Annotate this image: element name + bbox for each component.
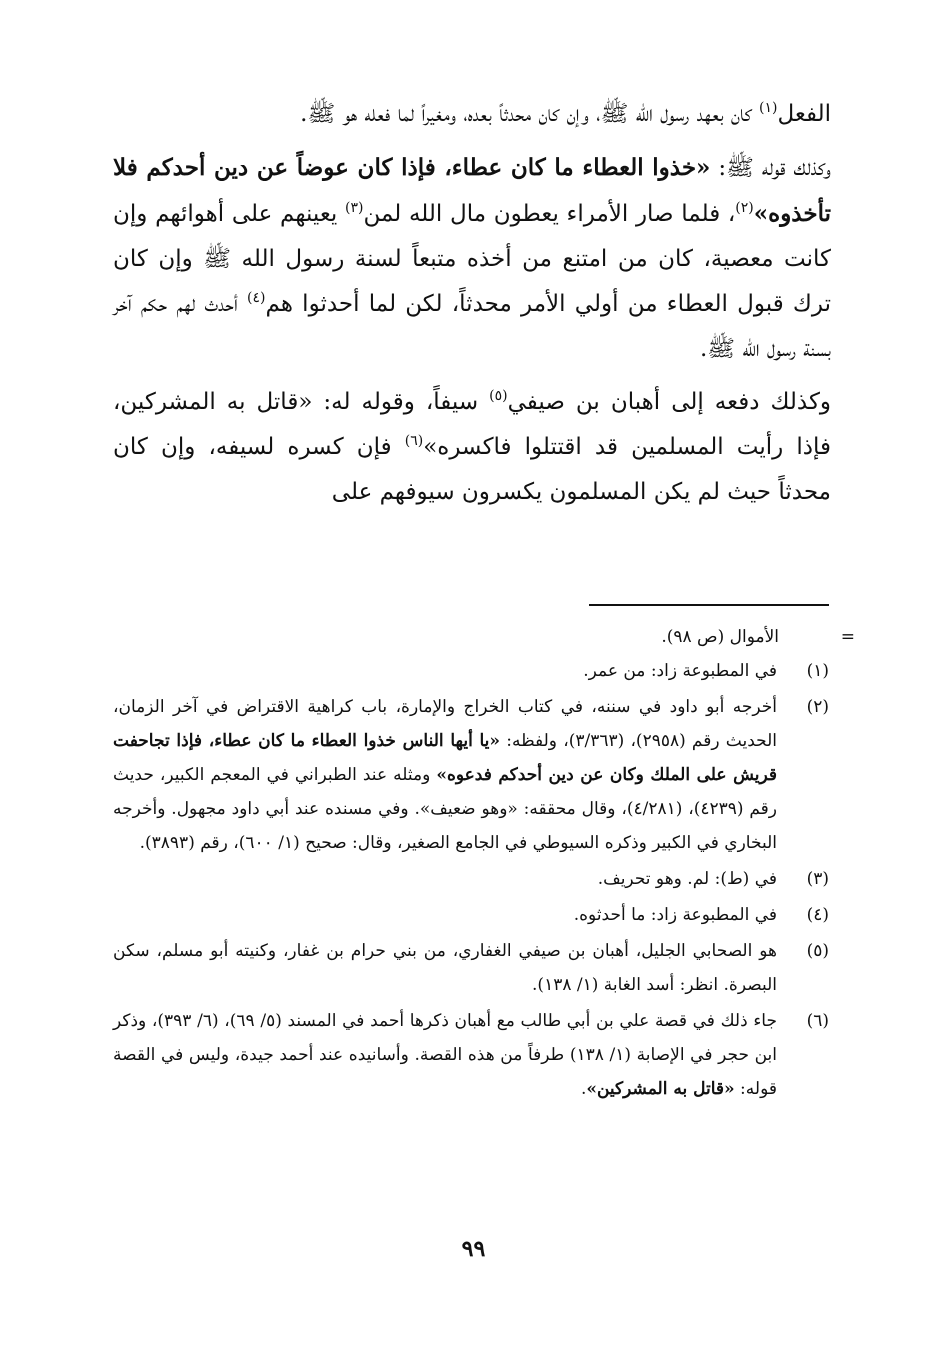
footnote-ref-5[interactable]: (٥): [489, 388, 508, 404]
footnotes: [113, 620, 855, 1108]
footnote-text: في المطبوعة زاد: من عمر.: [583, 661, 777, 681]
text-run: الفعل: [777, 101, 831, 127]
text-run: فإن كسره لسيفه، وإن كان محدثاً حيث لم يكن المسلمون يكسرون سيوفهم على: [113, 434, 831, 505]
footnote-number: (٣): [806, 869, 829, 889]
footnote-number: (٢): [806, 697, 829, 717]
paragraph-1: [113, 92, 831, 137]
text-run: ، فلما صار الأمراء يعطون مال الله لمن: [363, 201, 736, 227]
footnote-text: في المطبوعة زاد: ما أحدثوه.: [573, 905, 777, 925]
footnote-3: [113, 862, 831, 896]
footnote-1: [113, 654, 831, 688]
hadith-quote: «قاتل به المشركين»: [586, 1079, 735, 1099]
footnote-number: (٤): [806, 905, 829, 925]
hadith-quote: «يا أيها الناس خذوا العطاء ما كان عطاء، فإذا تجاحفت قريش على الملك وكان عن دين أحدكم فدعوه»: [113, 731, 777, 785]
footnote-number: (١): [806, 661, 829, 681]
footnote-text: [113, 1004, 777, 1106]
text-run: .: [580, 1079, 587, 1099]
footnote-number: (٥): [806, 941, 829, 961]
footnote-text: [113, 690, 777, 860]
footnote-divider: [589, 604, 829, 606]
footnote-text: في (ط): لم. وهو تحريف.: [597, 869, 777, 889]
footnote-number: (٦): [806, 1011, 829, 1031]
text-run: كان بعهد رسول الله ﷺ، وإن كان محدثاً بعده، ومغيراً لما فعله هو ﷺ.: [300, 101, 759, 127]
text-run: جاء ذلك في قصة علي بن أبي طالب مع أهبان ذكرها أحمد في المسند (٥/ ٦٩)، (٦/ ٣٩٣)، وذكر ابن حجر في الإصابة (١/ ١٣٨) طرفاً من هذه القصة. وأسانيده عند أحمد جيدة، وليس في القصة قوله:: [113, 1011, 777, 1099]
text-run: وكذلك دفعه إلى أهبان بن صيفي: [507, 389, 832, 415]
continuation-mark: =: [840, 627, 855, 647]
footnote-ref-4[interactable]: (٤): [247, 290, 266, 306]
hadith-quote: «خذوا العطاء ما كان عطاء، فإذا كان عوضاً عن دين أحدكم فلا تأخذوه»: [113, 154, 831, 227]
text-run: ومثله عند الطبراني في المعجم الكبير، حديث رقم (٤٢٣٩)، (٤/٢٨١)، وقال محققه: «وهو ضعيف». وفي مسنده عند أبي داود مجهول. وأخرجه البخاري في الكبير وذكره السيوطي في الجامع الصغير، وقال: صحيح (١/ ٦٠٠)، رقم (٣٨٩٣).: [113, 765, 778, 853]
continuation-text: الأموال (ص ٩٨).: [661, 627, 779, 647]
text-run: أحدث لهم حكم آخر بسنة رسول الله ﷺ.: [113, 291, 831, 362]
footnote-ref-6[interactable]: (٦): [404, 433, 424, 449]
text-run: سيفاً، وقوله له: «قاتل به المشركين، فإذا رأيت المسلمين قد اقتتلوا فاكسره»: [113, 389, 831, 460]
footnote-5: [113, 934, 831, 1002]
paragraph-2: [113, 145, 831, 372]
footnote-ref-3[interactable]: (٣): [345, 200, 364, 216]
paragraph-3: [113, 380, 831, 515]
footnote-6: [113, 1004, 831, 1106]
footnote-ref-1[interactable]: (١): [758, 100, 778, 116]
text-run: يعينهم على أهوائهم وإن كانت معصية، كان من امتنع من أخذه متبعاً لسنة رسول الله ﷺ وإن كان ترك قبول العطاء من أولي الأمر محدثاً، لكن لما أحدثوا هم: [113, 201, 831, 317]
footnote-continuation: [113, 620, 855, 654]
footnote-ref-2[interactable]: (٢): [735, 200, 754, 216]
footnote-text: هو الصحابي الجليل، أهبان بن صيفي الغفاري، من بني حرام بن غفار، وكنيته أبو مسلم، سكن البصرة. انظر: أسد الغابة (١/ ١٣٨).: [113, 941, 777, 995]
text-run: وكذلك قوله ﷺ:: [710, 155, 831, 181]
footnote-4: [113, 898, 831, 932]
text-run: أخرجه أبو داود في سننه، في كتاب الخراج والإمارة، باب كراهية الاقتراض في آخر الزمان، الحديث رقم (٢٩٥٨)، (٣/٣٦٣)، ولفظه:: [113, 697, 777, 751]
main-text: [113, 92, 831, 523]
page-number: ٩٩: [461, 1236, 486, 1262]
footnote-2: [113, 690, 831, 860]
